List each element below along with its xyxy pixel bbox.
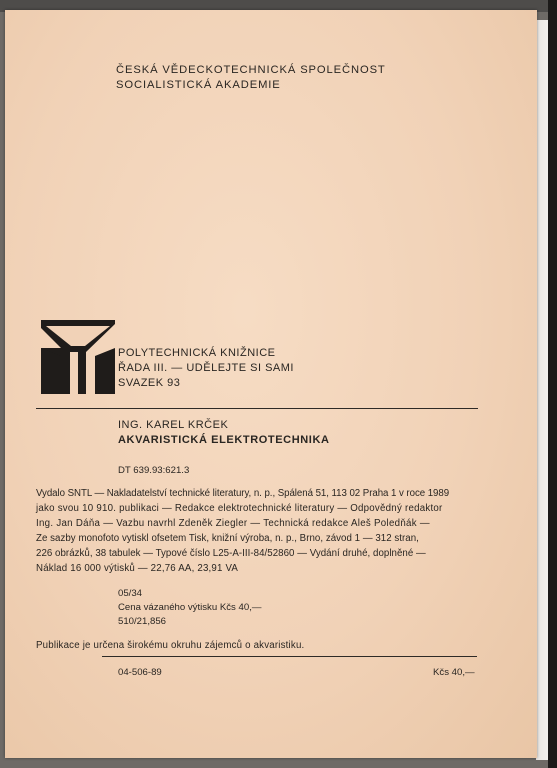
imprint-line: Ze sazby monofoto vytiskl ofsetem Tisk, knižní výroba, n. p., Brno, závod 1 — 312 stran, bbox=[36, 533, 419, 544]
retail-price: Kčs 40,— bbox=[433, 667, 475, 678]
society-name: ČESKÁ VĚDECKOTECHNICKÁ SPOLEČNOST bbox=[116, 64, 386, 76]
code-05-34: 05/34 bbox=[118, 588, 143, 599]
catalog-code: 04-506-89 bbox=[118, 667, 162, 678]
divider-bottom bbox=[102, 656, 477, 657]
imprint-line: 226 obrázků, 38 tabulek — Typové číslo L25-A-III-84/52860 — Vydání druhé, doplněné — bbox=[36, 548, 426, 559]
book-spine bbox=[548, 0, 557, 768]
series-name: POLYTECHNICKÁ KNIŽNICE bbox=[118, 347, 276, 359]
author-name: ING. KAREL KRČEK bbox=[118, 419, 229, 431]
imprint-line: jako svou 10 910. publikaci — Redakce elektrotechnické literatury — Odpovědný redaktor bbox=[36, 503, 443, 514]
dt-classification: DT 639.93:621.3 bbox=[118, 465, 190, 476]
series-volume: SVAZEK 93 bbox=[118, 377, 181, 389]
imprint-page bbox=[5, 10, 537, 758]
code-510: 510/21,856 bbox=[118, 616, 167, 627]
imprint-line: Vydalo SNTL — Nakladatelství technické literatury, n. p., Spálená 51, 113 02 Praha 1 v roce 1989 bbox=[36, 488, 450, 499]
imprint-line: Ing. Jan Dáňa — Vazbu navrhl Zdeněk Ziegler — Technická redakce Aleš Poledňák — bbox=[36, 518, 430, 529]
bound-copy-price: Cena vázaného výtisku Kčs 40,— bbox=[118, 602, 262, 613]
divider-top bbox=[36, 408, 478, 409]
academy-name: SOCIALISTICKÁ AKADEMIE bbox=[116, 79, 281, 91]
audience-note: Publikace je určena širokému okruhu zájemců o akvaristiku. bbox=[36, 640, 305, 651]
publisher-logo-icon bbox=[41, 320, 115, 394]
book-title: AKVARISTICKÁ ELEKTROTECHNIKA bbox=[118, 434, 330, 446]
series-row: ŘADA III. — UDĚLEJTE SI SAMI bbox=[118, 362, 294, 374]
imprint-line: Náklad 16 000 výtisků — 22,76 AA, 23,91 VA bbox=[36, 563, 239, 574]
